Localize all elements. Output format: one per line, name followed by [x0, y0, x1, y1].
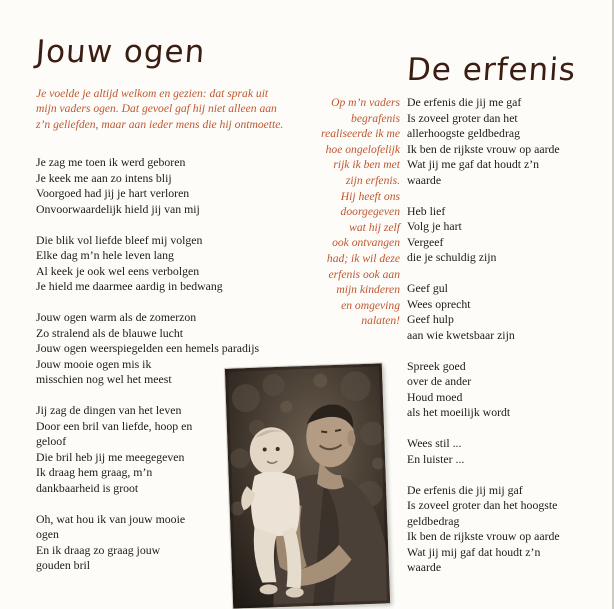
poem-line: Je zag me toen ik werd geboren	[36, 155, 186, 169]
poem-line: Die bril heb jij me meegegeven	[36, 449, 185, 464]
poem-line: geloof	[36, 434, 67, 448]
poem-line: Is zoveel groter dan het	[407, 110, 518, 125]
poem-line: De erfenis die jij mij gaf	[407, 482, 523, 497]
poem-line: allerhoogste geldbedrag	[407, 126, 521, 140]
poem-line: Die blik vol liefde bleef mij volgen	[36, 232, 203, 247]
poem-line: Je keek me aan zo intens blij	[36, 170, 172, 185]
poem-line: Wat jij mij gaf dat houdt z’n	[407, 544, 541, 559]
poem-line: Je hield me daarmee aardig in bedwang	[36, 279, 223, 293]
poem-title-jouw-ogen: Jouw ogen	[34, 34, 207, 70]
poem-line: Door een bril van liefde, hoop en	[36, 418, 193, 433]
quote-line: mijn kinderen	[336, 283, 400, 297]
poem-line: En ik draag zo graag jouw	[36, 542, 161, 557]
quote-line: ook ontvangen	[332, 236, 400, 250]
poem-line: Wees oprecht	[407, 296, 471, 311]
quote-line: en omgeving	[341, 298, 400, 312]
poem-line: En luister ...	[407, 451, 465, 466]
stanza-gap	[36, 217, 288, 233]
quote-line: doorgegeven	[340, 205, 400, 219]
poem-line: misschien nog wel het meest	[36, 372, 172, 386]
stanza-gap	[407, 421, 607, 437]
family-photo	[225, 363, 390, 608]
stanza-gap	[36, 295, 288, 311]
quote-line: nalaten!	[361, 314, 400, 328]
poem-line: De erfenis die jij me gaf	[407, 95, 522, 109]
poem-line: gouden bril	[36, 558, 91, 572]
poem-line: Jij zag de dingen van het leven	[36, 403, 182, 417]
poem-title-de-erfenis: De erfenis	[405, 52, 578, 88]
poem-line: waarde	[407, 172, 442, 187]
poem-line: Oh, wat hou ik van jouw mooie	[36, 511, 186, 526]
stanza-gap	[407, 266, 607, 282]
quote-line: Hij heeft ons	[340, 189, 400, 203]
poem-line: Is zoveel groter dan het hoogste	[407, 498, 558, 512]
poem-line: Volg je hart	[407, 219, 462, 233]
poem-line: geldbedrag	[407, 513, 460, 528]
quote-line: zijn erfenis.	[345, 173, 400, 187]
poem-line: Wees stil ...	[407, 436, 462, 450]
quote-line: realiseerde ik me	[321, 127, 400, 141]
poem-line: dankbaarheid is groot	[36, 480, 139, 495]
poem-de-erfenis	[407, 95, 607, 576]
poem-line: Onvoorwaardelijk hield jij van mij	[36, 201, 200, 216]
pull-quote	[292, 95, 400, 329]
poem-line: die je schuldig zijn	[407, 250, 497, 264]
poem-line: Ik draag hem graag, m’n	[36, 465, 153, 479]
poem-line: Vergeef	[407, 234, 444, 249]
stanza-gap	[407, 188, 607, 204]
quote-line: hoe ongelofelijk	[325, 142, 400, 156]
poem-line: Ik ben de rijkste vrouw op aarde	[407, 141, 560, 156]
poem-line: Jouw mooie ogen mis ik	[36, 356, 152, 371]
poem-line: ogen	[36, 527, 59, 541]
poem-line: Houd moed	[407, 389, 463, 404]
quote-line: wat hij zelf	[349, 220, 400, 234]
poem-line: Geef hulp	[407, 312, 454, 326]
stanza-gap	[407, 343, 607, 359]
poem-line: Al keek je ook wel eens verbolgen	[36, 263, 200, 278]
poem-line: Elke dag m’n hele leven lang	[36, 248, 174, 262]
quote-line: erfenis ook aan	[328, 267, 400, 281]
poem-line: Jouw ogen warm als de zomerzon	[36, 310, 197, 324]
poem-line: Spreek goed	[407, 358, 466, 373]
intro-text: Je voelde je altijd welkom en gezien: dat sprak uit mijn vaders ogen. Dat gevoel gaf hij niet alleen aan z’n geliefden, maar aan ieder mens die hij ontmoette.	[36, 87, 284, 131]
poem-line: over de ander	[407, 374, 472, 388]
poem-line: Geef gul	[407, 281, 448, 295]
poem-line: Jouw ogen weerspiegelden een hemels paradijs	[36, 341, 260, 355]
poem-line: Voorgoed had jij je hart verloren	[36, 186, 190, 200]
quote-line: had; ik wil deze	[326, 251, 400, 265]
poem-line: als het moeilijk wordt	[407, 405, 511, 419]
poem-line: Ik ben de rijkste vrouw op aarde	[407, 529, 560, 543]
poem-line: waarde	[407, 560, 442, 574]
poem-line: aan wie kwetsbaar zijn	[407, 327, 515, 342]
quote-line: Op m’n vaders	[331, 96, 400, 109]
stanza-gap	[407, 467, 607, 483]
quote-line: rijk ik ben met	[333, 158, 400, 172]
poem-line: Heb lief	[407, 203, 446, 218]
poem-line: Wat jij me gaf dat houdt z’n	[407, 157, 540, 171]
quote-line: begrafenis	[351, 111, 400, 125]
poem-line: Zo stralend als de blauwe lucht	[36, 325, 184, 340]
